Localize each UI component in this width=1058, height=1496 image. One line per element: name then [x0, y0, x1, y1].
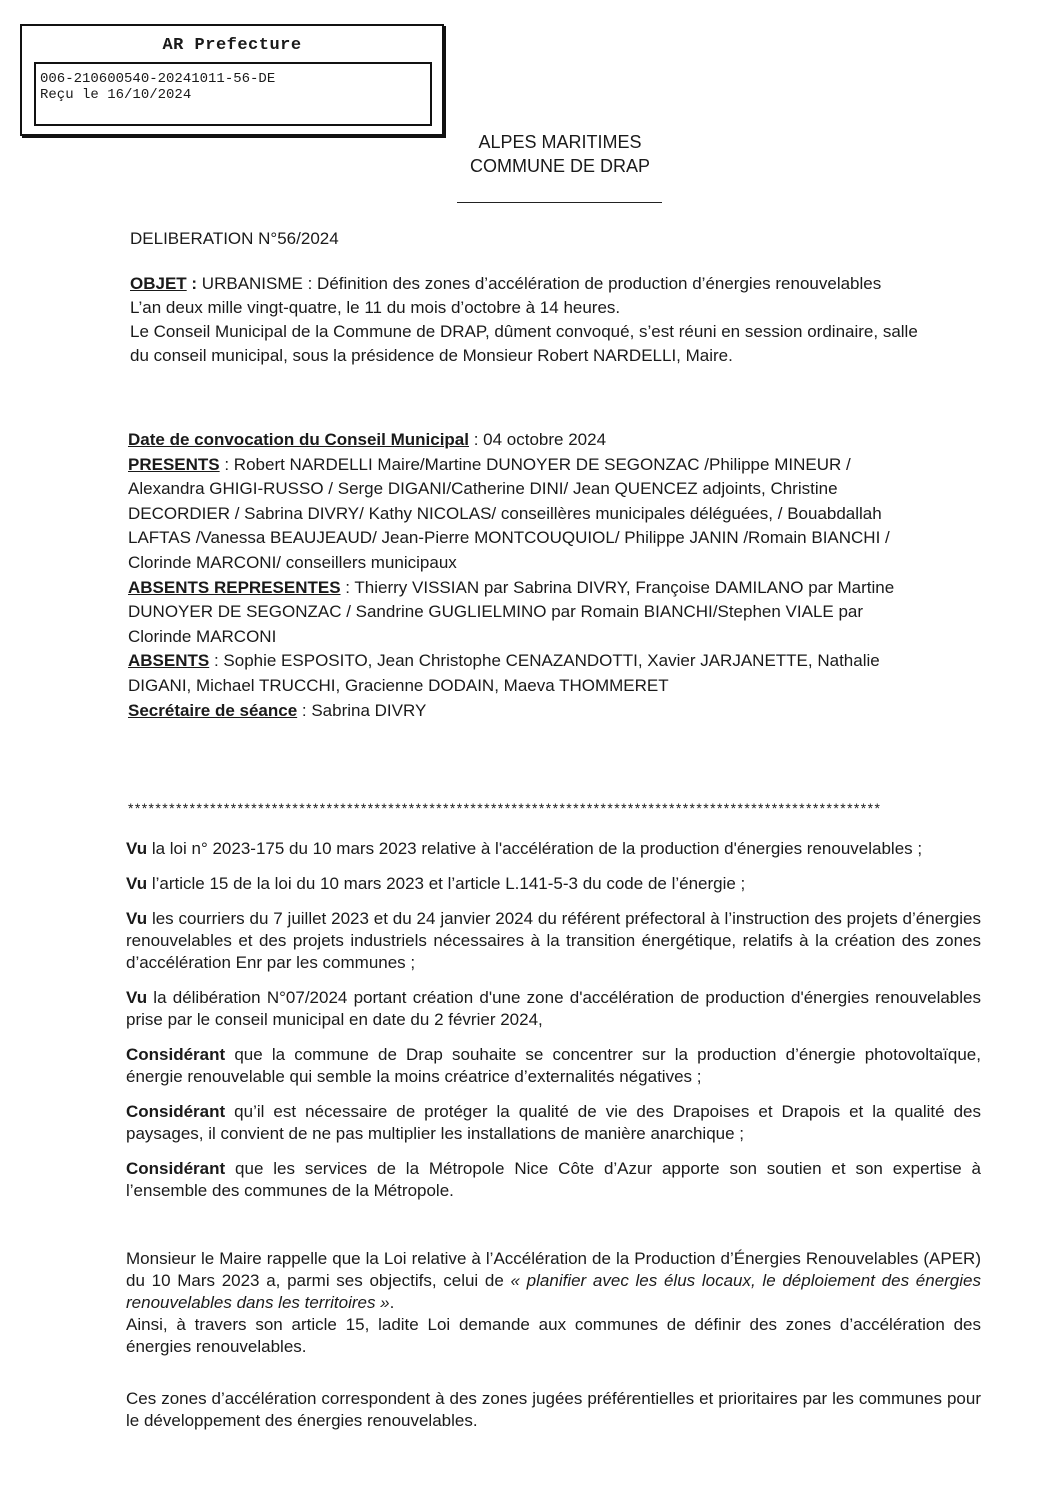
considerant-item: [126, 1101, 981, 1145]
absents-text: : Sophie ESPOSITO, Jean Christophe CENAZANDOTTI, Xavier JARJANETTE, Nathalie DIGANI, Michael TRUCCHI, Gracienne DODAIN, Maeva THOMMERET: [128, 651, 880, 695]
meeting-date: L’an deux mille vingt-quatre, le 11 du mois d’octobre à 14 heures.: [130, 298, 621, 317]
maire-text: Monsieur le Maire rappelle que la Loi relative à l’Accélération de la Production d’Énergies Renouvelables (APER) du 10 Mars 2023 a, parmi ses objectifs, celui de: [126, 1249, 981, 1290]
asterisk-separator: **************************************************************************************************************: [128, 800, 882, 816]
header-commune: COMMUNE DE DRAP: [469, 156, 650, 176]
attendance-block: [128, 428, 928, 723]
considerant-lead: Considérant: [126, 1102, 226, 1121]
maire-text-end: .: [389, 1293, 395, 1312]
objet-label: OBJET: [130, 274, 187, 293]
secretaire-text: : Sabrina DIVRY: [297, 700, 427, 720]
header-divider: [457, 202, 662, 203]
maire-paragraph: [126, 1248, 981, 1358]
deliberation-number: DELIBERATION N°56/2024: [130, 229, 339, 248]
objet-separator: :: [186, 274, 202, 293]
considerant-text: qu’il est nécessaire de protéger la qualité de vie des Drapoises et Drapois et la qualité des paysages, il convient de ne pas multiplier les installations de manière anarchique ;: [126, 1102, 981, 1143]
absents-representes-label: ABSENTS REPRESENTES: [128, 577, 341, 597]
maire-quote: « planifier avec les élus locaux, le déploiement des énergies renouvelables dans les territoires »: [126, 1271, 981, 1312]
absents-representes-line: [128, 576, 928, 650]
header-department: ALPES MARITIMES: [478, 132, 642, 152]
stamp-reference-box: [34, 62, 432, 126]
objet-block: [130, 272, 920, 368]
visa-item: [126, 873, 981, 895]
visa-text: la délibération N°07/2024 portant création d'une zone d'accélération de production d'énergies renouvelables prise par le conseil municipal en date du 2 février 2024,: [126, 988, 981, 1029]
convocation-label: Date de convocation du Conseil Municipal: [128, 430, 469, 449]
absents-line: [128, 649, 928, 698]
zones-paragraph: Ces zones d’accélération correspondent à des zones jugées préférentielles et prioritaires par les communes pour le développement des énergies renouvelables.: [126, 1389, 981, 1430]
objet-line: [130, 272, 920, 296]
secretaire-label: Secrétaire de séance: [128, 700, 298, 720]
presents-text: : Robert NARDELLI Maire/Martine DUNOYER DE SEGONZAC /Philippe MINEUR / Alexandra GHIGI-RUSSO / Serge DIGANI/Catherine DINI/ Jean QUENCEZ adjoints, Christine DECORDIER / Sabrina DIVRY/ Kathy NICOLAS/ conseillères municipales déléguées, / Bouabdallah LAFTAS /Vanessa BEAUJEAUD/ Jean-Pierre MONTCOUQUIOL/ Philippe JANIN /Romain BIANCHI / Clorinde MARCONI/ conseillers municipaux: [128, 454, 890, 572]
considerant-text: que la commune de Drap souhaite se concentrer sur la production d’énergie photovoltaïque, énergie renouvelable qui semble la moins créatrice d’externalités négatives ;: [126, 1045, 981, 1086]
visas-list: [126, 838, 981, 1215]
stamp-reference: 006-210600540-20241011-56-DE: [40, 71, 276, 87]
visa-lead: Vu: [126, 839, 148, 858]
visa-lead: Vu: [126, 874, 148, 893]
absents-representes-text: : Thierry VISSIAN par Sabrina DIVRY, Françoise DAMILANO par Martine DUNOYER DE SEGONZAC / Sandrine GUGLIELMINO par Romain BIANCHI/Stephen VIALE par Clorinde MARCONI: [128, 577, 895, 646]
visa-lead: Vu: [126, 988, 148, 1007]
visa-text: les courriers du 7 juillet 2023 et du 24 janvier 2024 du référent préfectoral à l’instruction des projets d’énergies renouvelables et des projets industriels nécessaires à la transition énergétique, relatifs à la création des zones d’accélération Enr par les communes ;: [126, 909, 981, 972]
ar-prefecture-stamp: [20, 24, 444, 136]
considerant-lead: Considérant: [126, 1159, 226, 1178]
absents-label: ABSENTS: [128, 651, 210, 671]
commune-header: [440, 130, 680, 178]
presents-label: PRESENTS: [128, 454, 220, 474]
convocation-line: [128, 428, 928, 453]
article-15-text: Ainsi, à travers son article 15, ladite Loi demande aux communes de définir des zones d’accélération des énergies renouvelables.: [126, 1315, 981, 1356]
considerant-item: [126, 1044, 981, 1088]
visa-item: [126, 987, 981, 1031]
stamp-title: AR Prefecture: [162, 36, 302, 55]
visa-item: [126, 838, 981, 860]
stamp-received-date: Reçu le 16/10/2024: [40, 87, 192, 103]
visa-text: la loi n° 2023-175 du 10 mars 2023 relative à l'accélération de la production d'énergies renouvelables ;: [147, 839, 923, 858]
objet-text: URBANISME : Définition des zones d’accélération de production d’énergies renouvelables: [201, 274, 882, 293]
presents-line: [128, 453, 928, 576]
considerant-text: que les services de la Métropole Nice Côte d’Azur apporte son soutien et son expertise à l’ensemble des communes de la Métropole.: [126, 1159, 981, 1200]
session-text: Le Conseil Municipal de la Commune de DRAP, dûment convoqué, s’est réuni en session ordinaire, salle du conseil municipal, sous la présidence de Monsieur Robert NARDELLI, Maire.: [130, 322, 918, 365]
visa-text: l’article 15 de la loi du 10 mars 2023 et l’article L.141-5-3 du code de l’énergie ;: [147, 874, 746, 893]
considerant-item: [126, 1158, 981, 1202]
visa-item: [126, 908, 981, 974]
secretaire-line: [128, 699, 928, 724]
considerant-lead: Considérant: [126, 1045, 226, 1064]
convocation-date: : 04 octobre 2024: [469, 430, 607, 449]
visa-lead: Vu: [126, 909, 148, 928]
